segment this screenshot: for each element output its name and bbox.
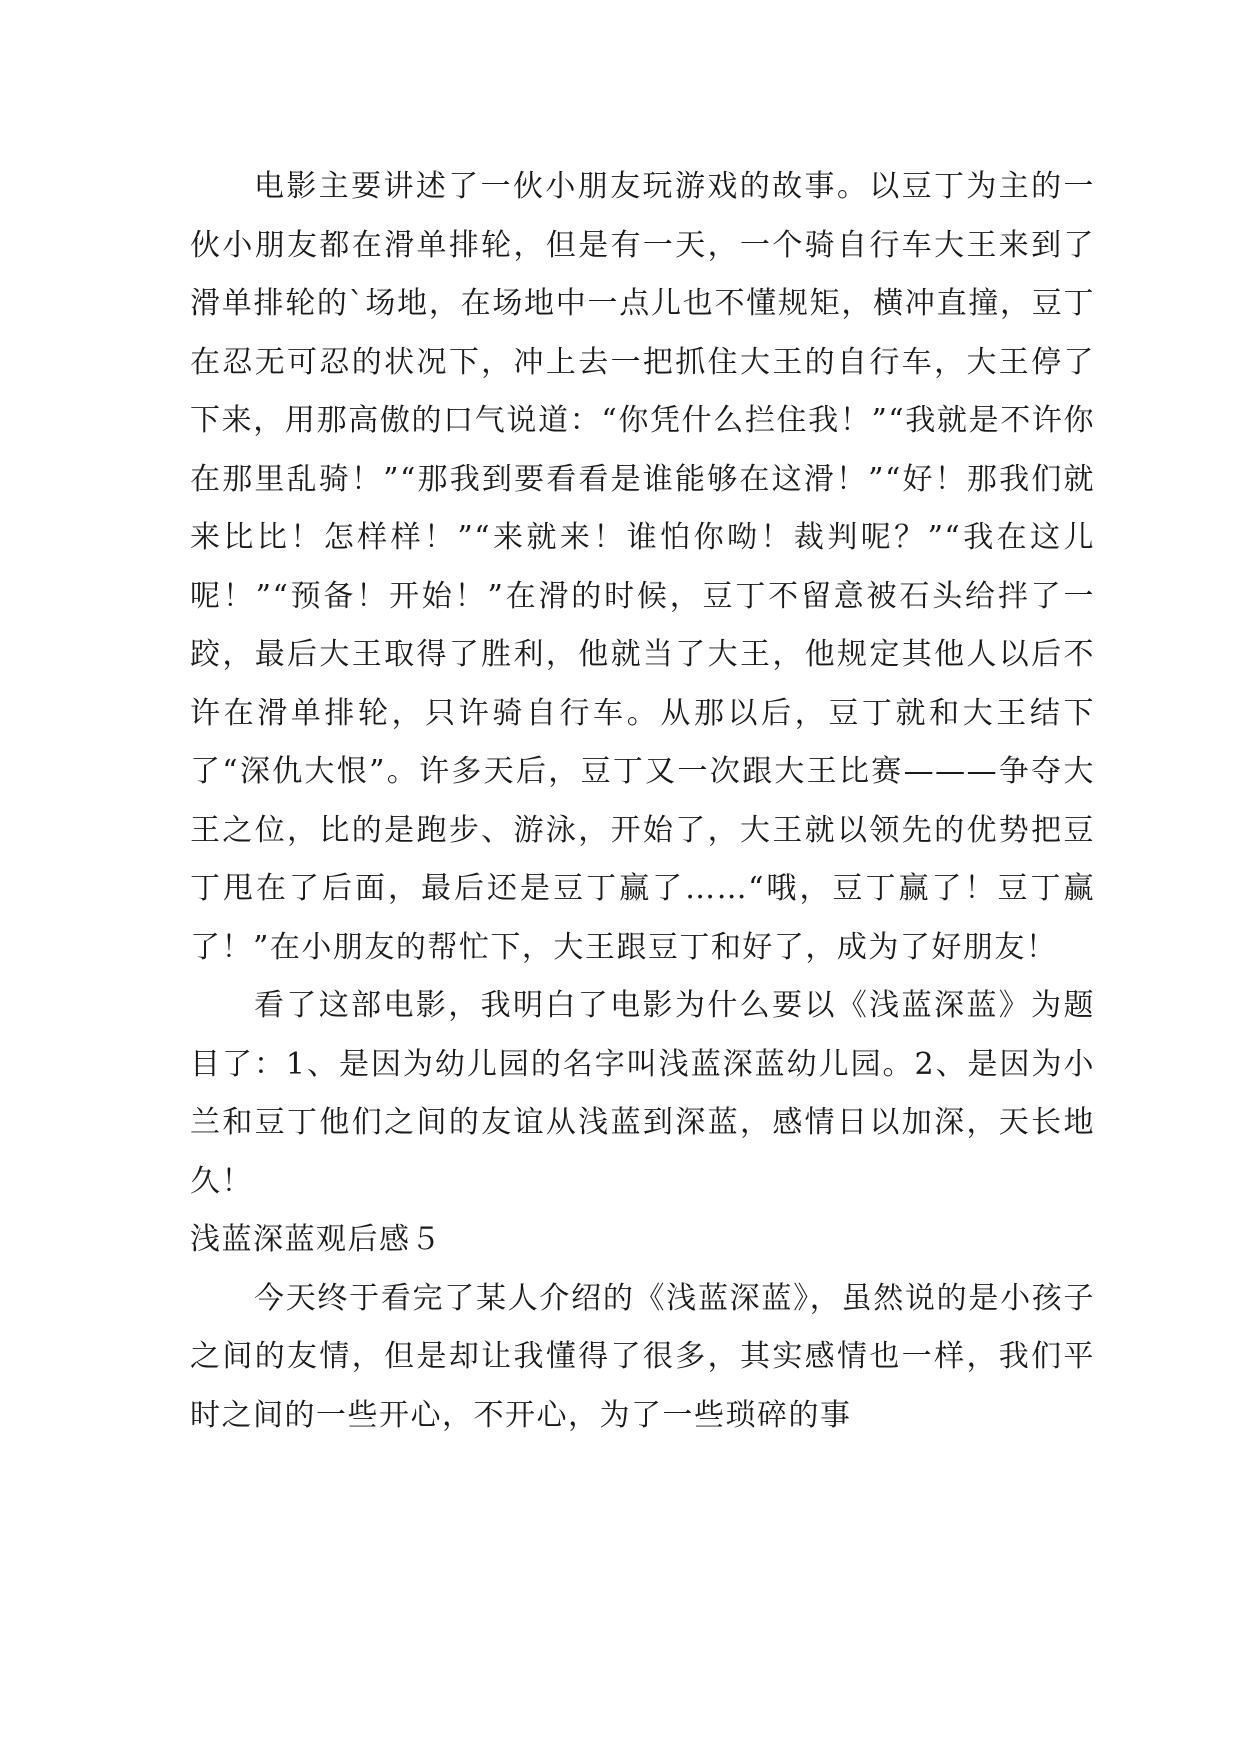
paragraph-story-summary: 电影主要讲述了一伙小朋友玩游戏的故事。以豆丁为主的一伙小朋友都在滑单排轮，但是有一天，一个骑自行车大王来到了滑单排轮的`场地，在场地中一点儿也不懂规矩，横冲直撞，豆丁在忍无可忍的状况下，冲上去一把抓住大王的自行车，大王停了下来，用那高傲的口气说道：“你凭什么拦住我！”“我就是不许你在那里乱骑！”“那我到要看看是谁能够在这滑！”“好！那我们就来比比！怎样样！”“来就来！谁怕你呦！裁判呢？”“我在这儿呢！”“预备！开始！”在滑的时候，豆丁不留意被石头给拌了一跤，最后大王取得了胜利，他就当了大王，他规定其他人以后不许在滑单排轮，只许骑自行车。从那以后，豆丁就和大王结下了“深仇大恨”。许多天后，豆丁又一次跟大王比赛———争夺大王之位，比的是跑步、游泳，开始了，大王就以领先的优势把豆丁甩在了后面，最后还是豆丁赢了……“哦，豆丁赢了！豆丁赢了！”在小朋友的帮忙下，大王跟豆丁和好了，成为了好朋友！ [190,169,1095,965]
document-body [190,158,1095,1445]
section-heading: 浅蓝深蓝观后感５ [190,1222,442,1257]
paragraph-review-five: 今天终于看完了某人介绍的《浅蓝深蓝》，虽然说的是小孩子之间的友情，但是却让我懂得了很多，其实感情也一样，我们平时之间的一些开心，不开心，为了一些琐碎的事 [190,1280,1095,1433]
paragraph-title-meaning: 看了这部电影，我明白了电影为什么要以《浅蓝深蓝》为题目了：1、是因为幼儿园的名字叫浅蓝深蓝幼儿园。2、是因为小兰和豆丁他们之间的友谊从浅蓝到深蓝，感情日以加深，天长地久！ [190,988,1095,1199]
